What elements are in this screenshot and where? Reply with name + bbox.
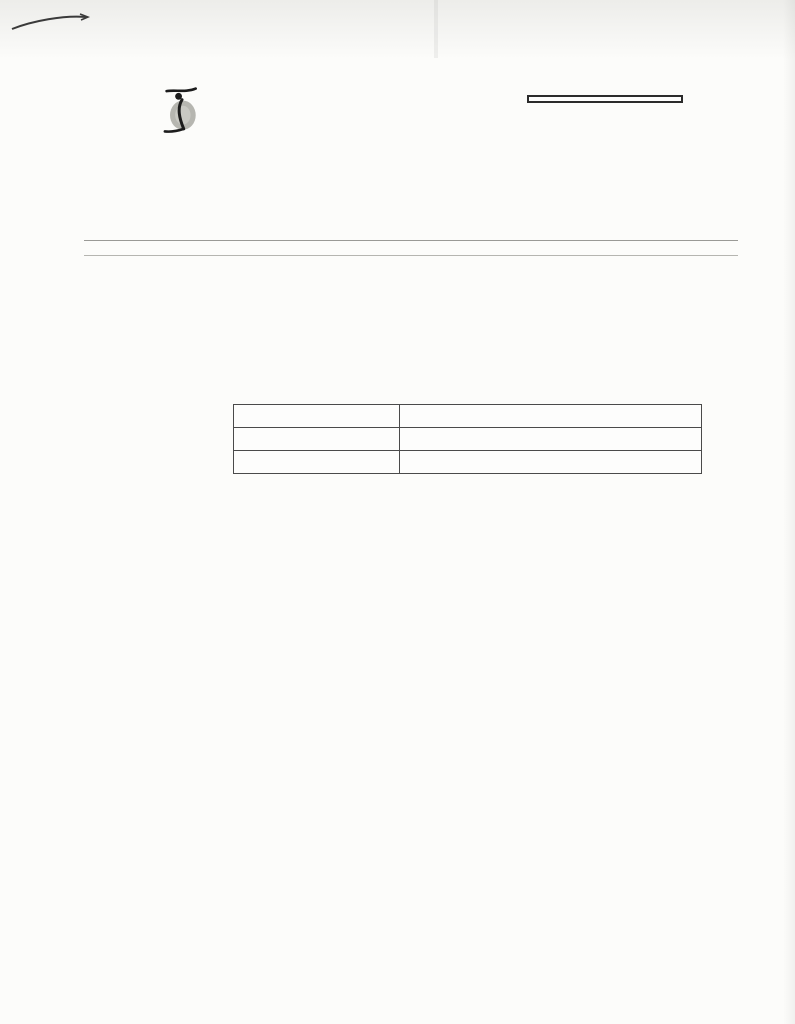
scan-shading-right: [783, 0, 795, 1024]
client-block: [84, 184, 514, 186]
items-table-rule-bottom: [84, 255, 738, 256]
cert-datetime-value: [400, 450, 701, 473]
pen-stroke-mark: [8, 6, 94, 36]
sello-sat-block: [84, 543, 564, 547]
sat-cert-serial-value: [400, 427, 701, 450]
logo-figure-icon: [156, 86, 208, 134]
invoice-meta-block: [512, 91, 698, 103]
qr-code: [110, 382, 202, 474]
documento-valido-badge: [527, 95, 683, 103]
folio-fiscal-label: [234, 405, 400, 427]
fiscal-data-table: [233, 404, 702, 474]
scan-shading-top: [0, 0, 795, 70]
cert-datetime-label: [234, 450, 400, 473]
items-table-rule-top: [84, 240, 738, 241]
sat-cert-serial-label: [234, 427, 400, 450]
sello-cfdi-block: [84, 478, 564, 482]
scan-crease: [434, 0, 438, 58]
folio-fiscal-value: [400, 405, 701, 427]
company-logo: [124, 86, 240, 142]
cadena-original-block: [84, 614, 564, 618]
issuer-block: [234, 89, 490, 98]
